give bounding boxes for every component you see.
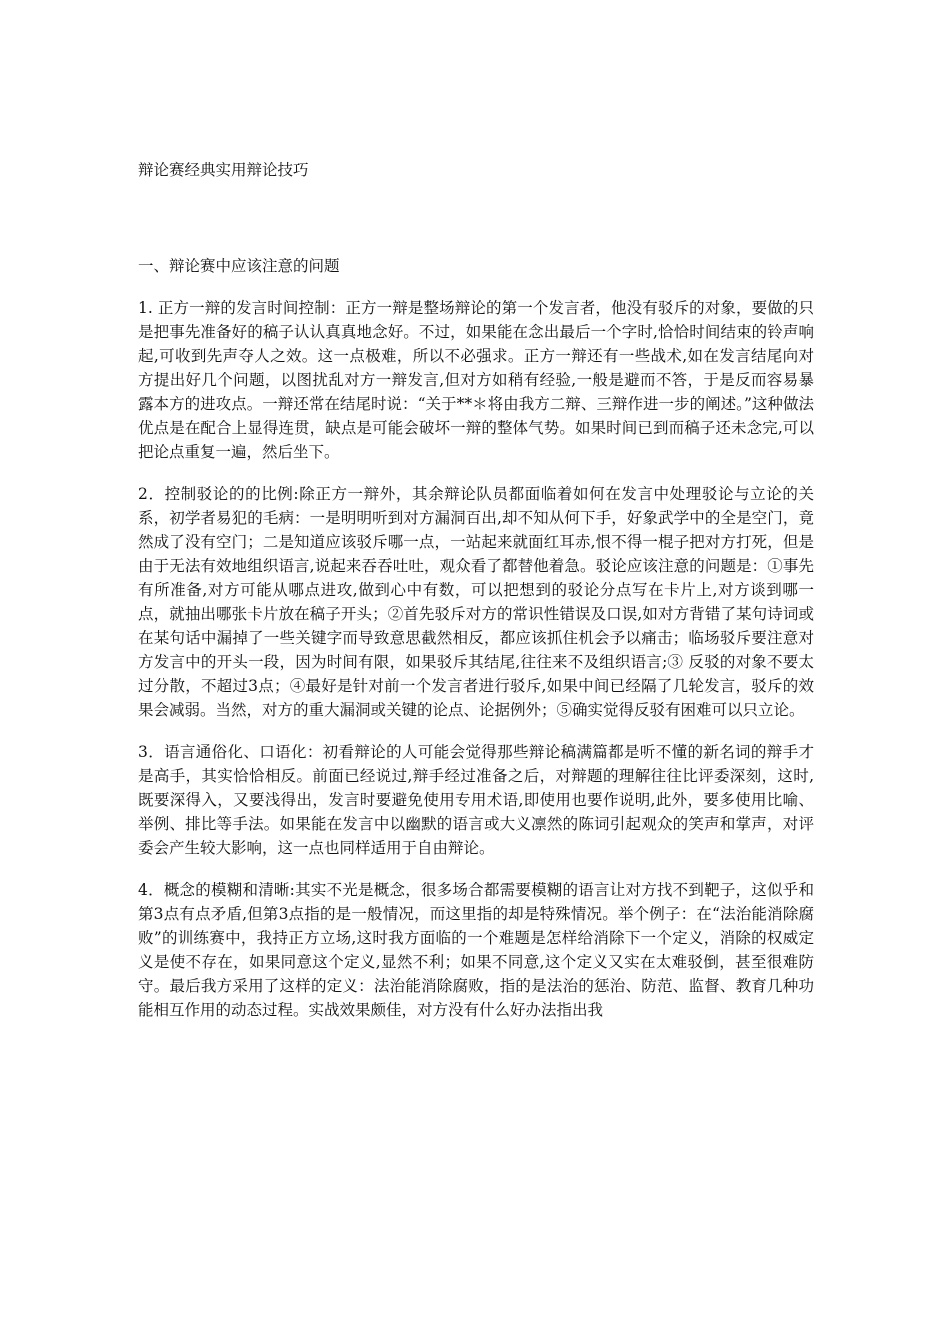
section-heading: 一、辩论赛中应该注意的问题 <box>138 257 340 275</box>
paragraph-2: 2．控制驳论的的比例:除正方一辩外，其余辩论队员都面临着如何在发言中处理驳论与立论的关系，初学者易犯的毛病：一是明明听到对方漏洞百出,却不知从何下手，好象武学中的全是空门，竟然成了没有空门；二是知道应该驳斥哪一点，一站起来就面红耳赤,恨不得一棍子把对方打死，但是由于无法有效地组织语言,说起来吞吞吐吐，观众看了都替他着急。驳论应该注意的问题是：①事先有所准备,对方可能从哪点进攻,做到心中有数，可以把想到的驳论分点写在卡片上,对方谈到哪一点，就抽出哪张卡片放在稿子开头；②首先驳斥对方的常识性错误及口误,如对方背错了某句诗词或在某句话中漏掉了一些关键字而导致意思截然相反，都应该抓住机会予以痛击；临场驳斥要注意对方发言中的开头一段，因为时间有限，如果驳斥其结尾,往往来不及组织语言;③ 反驳的对象不要太过分散，不超过3点；④最好是针对前一个发言者进行驳斥,如果中间已经隔了几轮发言，驳斥的效果会减弱。当然，对方的重大漏洞或关键的论点、论据例外；⑤确实觉得反驳有困难可以只立论。 <box>138 485 814 719</box>
paragraph-4: 4．概念的模糊和清晰:其实不光是概念，很多场合都需要模糊的语言让对方找不到靶子，这似乎和第3点有点矛盾,但第3点指的是一般情况，而这里指的却是特殊情况。举个例子：在“法治能消除腐败”的训练赛中，我持正方立场,这时我方面临的一个难题是怎样给消除下一个定义，消除的权威定义是使不存在，如果同意这个定义,显然不利；如果不同意,这个定义又实在太难驳倒，甚至很难防守。最后我方采用了这样的定义：法治能消除腐败，指的是法治的惩治、防范、监督、教育几种功能相互作用的动态过程。实战效果颇佳，对方没有什么好办法指出我 <box>138 881 814 1019</box>
paragraph-1: 1. 正方一辩的发言时间控制：正方一辩是整场辩论的第一个发言者，他没有驳斥的对象，要做的只是把事先准备好的稿子认认真真地念好。不过，如果能在念出最后一个字时,恰恰时间结束的铃声响起,可收到先声夺人之效。这一点极难，所以不必强求。正方一辩还有一些战术,如在发言结尾向对方提出好几个问题，以图扰乱对方一辩发言,但对方如稍有经验,一般是避而不答，于是反而容易暴露本方的进攻点。一辩还常在结尾时说：“关于**＊将由我方二辩、三辩作进一步的阐述。”这种做法优点是在配合上显得连贯，缺点是可能会破坏一辩的整体气势。如果时间已到而稿子还未念完,可以把论点重复一遍，然后坐下。 <box>138 299 814 461</box>
document-title: 辩论赛经典实用辩论技巧 <box>138 161 309 179</box>
paragraph-3: 3．语言通俗化、口语化：初看辩论的人可能会觉得那些辩论稿满篇都是听不懂的新名词的辩手才是高手，其实恰恰相反。前面已经说过,辩手经过准备之后，对辩题的理解往往比评委深刻，这时,既要深得入，又要浅得出，发言时要避免使用专用术语,即使用也要作说明,此外，要多使用比喻、举例、排比等手法。如果能在发言中以幽默的语言或大义凛然的陈词引起观众的笑声和掌声，对评委会产生较大影响，这一点也同样适用于自由辩论。 <box>138 743 814 857</box>
document-body <box>138 158 814 1022</box>
